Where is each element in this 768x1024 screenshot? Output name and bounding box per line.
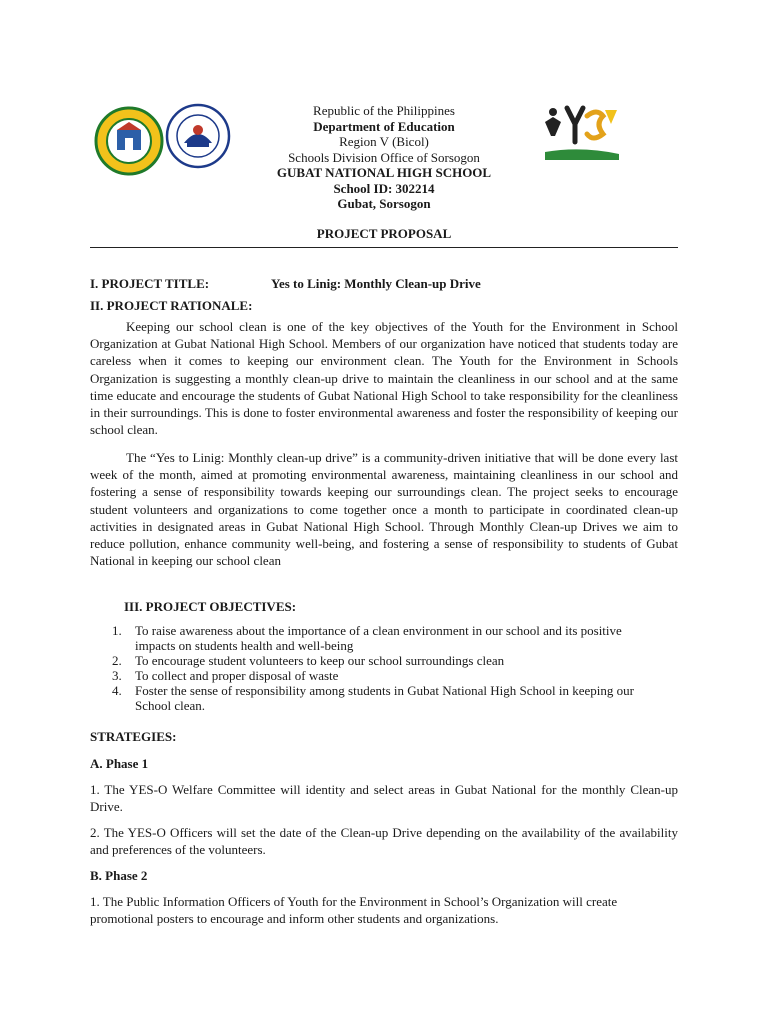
objective-number: 1. <box>112 623 122 638</box>
objectives-list <box>90 623 650 713</box>
letterhead-school-id: School ID: 302214 <box>333 180 435 196</box>
objectives-heading: III. PROJECT OBJECTIVES: <box>124 599 297 614</box>
objective-number: 2. <box>112 653 122 668</box>
letterhead <box>200 103 568 212</box>
header-divider <box>90 247 678 248</box>
rationale-paragraph-1: Keeping our school clean is one of the key objectives of the Youth for the Environment in School Organization at Gubat National High School. Members of our organization have noticed that students today are careless when it comes to keeping our environment clean. The Youth for the Environment in Schools Organization is suggesting a monthly clean-up drive to maintain the cleanliness in our school and at the same time educate and encourage the students of Gubat National High School to take responsibility for the cleanliness in their surroundings. This is done to foster environmental awareness and foster the responsibility of keeping our school clean. <box>90 319 678 438</box>
letterhead-region: Region V (Bicol) <box>339 134 429 149</box>
strategies-heading: STRATEGIES: <box>90 729 177 744</box>
objective-text: To encourage student volunteers to keep our school surroundings clean <box>135 653 505 668</box>
letterhead-country: Republic of the Philippines <box>313 103 455 118</box>
objective-item <box>90 623 650 653</box>
objective-item <box>90 668 650 683</box>
phase2-item-1: 1. The Public Information Officers of Youth for the Environment in School’s Organization will create promotional posters to encourage and inform other students and organizations. <box>90 894 618 927</box>
letterhead-address: Gubat, Sorsogon <box>337 196 431 211</box>
letterhead-department: Department of Education <box>313 118 455 134</box>
rationale-heading: II. PROJECT RATIONALE: <box>90 298 253 313</box>
phase1-item-1: 1. The YES-O Welfare Committee will identity and select areas in Gubat National for the monthly Clean-up Drive. <box>90 782 678 815</box>
project-title-label: I. PROJECT TITLE: <box>90 276 210 291</box>
letterhead-division: Schools Division Office of Sorsogon <box>288 149 480 165</box>
objective-number: 4. <box>112 683 122 698</box>
document-title: PROJECT PROPOSAL <box>316 226 452 241</box>
phase1-item-2: 2. The YES-O Officers will set the date of the Clean-up Drive depending on the availability of the availability and preferences of the volunteers. <box>90 825 678 858</box>
objective-number: 3. <box>112 668 122 683</box>
phase2-heading: B. Phase 2 <box>90 868 148 883</box>
objective-text: To collect and proper disposal of waste <box>135 668 339 683</box>
project-title-value: Yes to Linig: Monthly Clean-up Drive <box>271 276 481 291</box>
rationale-paragraph-2: The “Yes to Linig: Monthly clean-up drive” is a community-driven initiative that will be done every last week of the month, aimed at promoting environmental awareness, maintaining cleanliness in our school and fostering a sense of responsibility towards keeping our surroundings clean. The project seeks to encourage student volunteers and organizations to come together once a month to participate in coordinated clean-up activities in designated areas in Gubat National High School. Through Monthly Clean-up Drives we aim to reduce pollution, enhance community well-being, and fostering a sense of responsibility to students of Gubat National in keeping our school clean <box>90 450 678 569</box>
objective-text: Foster the sense of responsibility among students in Gubat National High School in keeping our School clean. <box>135 683 634 713</box>
letterhead-school-name: GUBAT NATIONAL HIGH SCHOOL <box>276 165 492 180</box>
objective-text: To raise awareness about the importance of a clean environment in our school and its positive impacts on students health and well-being <box>135 623 622 653</box>
school-seal-logo <box>94 106 164 176</box>
objective-item <box>90 653 650 668</box>
objective-item <box>90 683 650 713</box>
phase1-heading: A. Phase 1 <box>90 756 149 771</box>
